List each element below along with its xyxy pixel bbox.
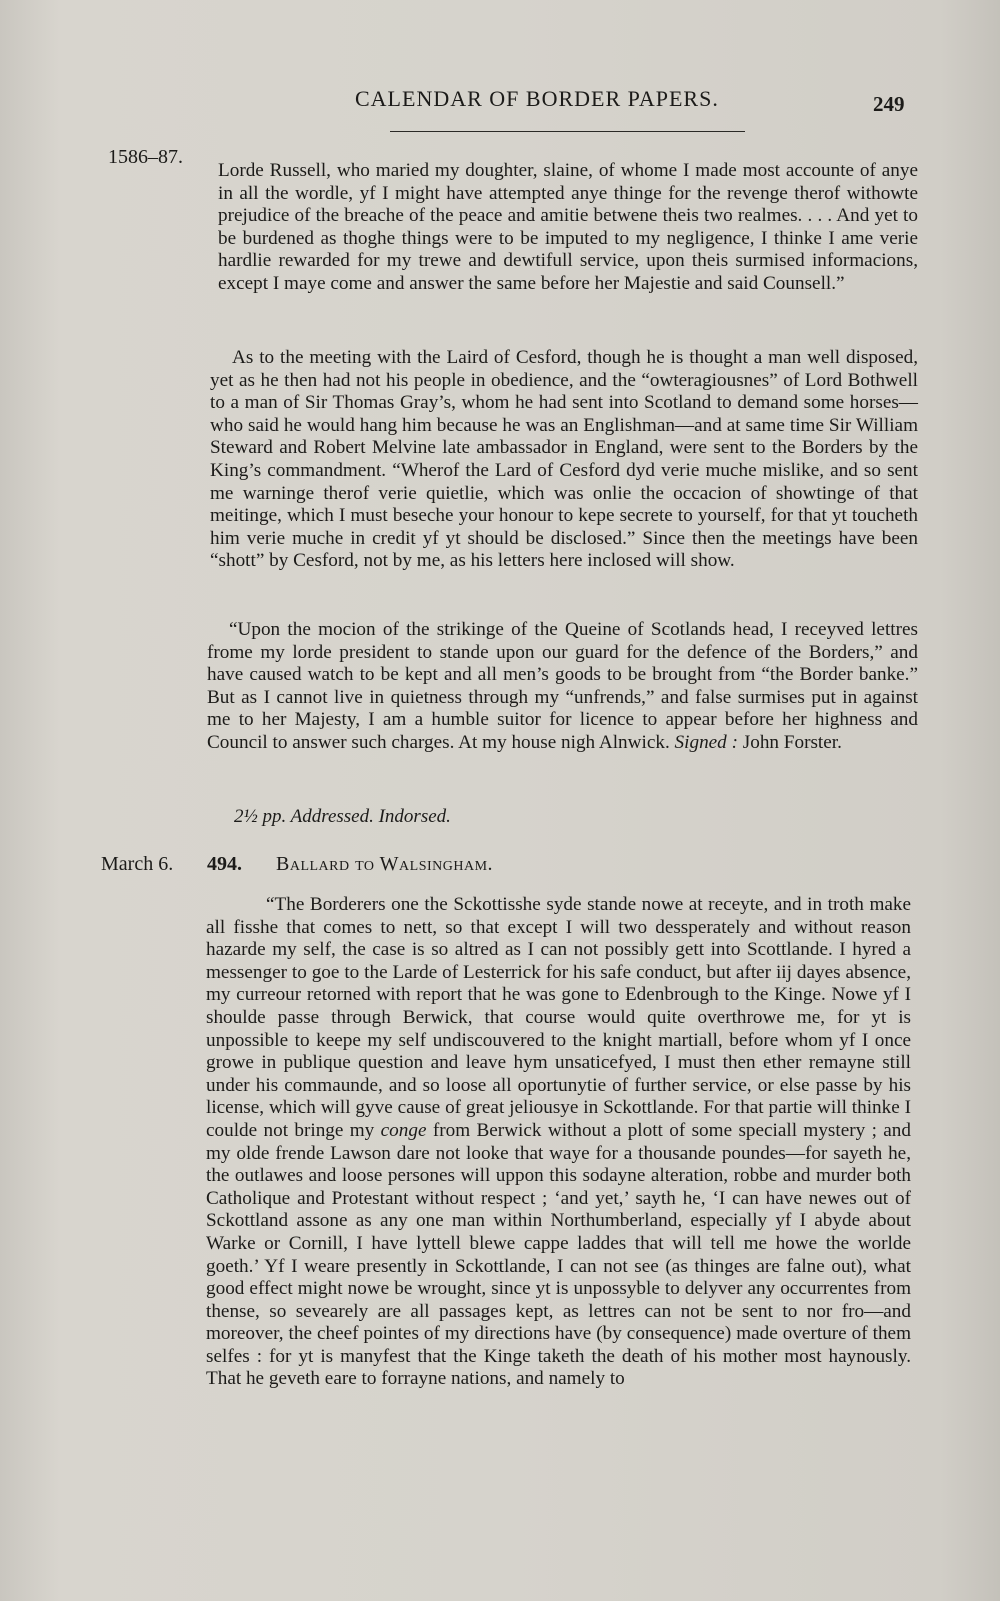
- entry-title: Ballard to Walsingham.: [276, 853, 494, 875]
- letter-paragraph-1: [218, 160, 918, 296]
- header-rule: [390, 131, 745, 132]
- margin-year: 1586–87.: [108, 146, 183, 168]
- paragraph-text: As to the meeting with the Laird of Cesford, though he is thought a man well disposed, yet as he then had not his people in obedience, and the “owteragiousnes” of Lord Bothwell to a man of Sir Thomas Gray’s, whom he had sent into Scotland to demand some horses—who said he would hang him because he was an Englishman—and at same time Sir William Steward and Robert Melvine late ambassador in England, were sent to the Borders by the King’s commandment. “Wherof the Lard of Cesford dyd verie muche mislike, and so sent me warninge therof verie quietlie, which was onlie the occacion of showtinge of that meitinge, which I must beseche your honour to kepe secrete to yourself, for that yt toucheth him verie muche in credit yf yt should be disclosed.” Since then the meetings have been “shott” by Cesford, not by me, as his letters here inclosed will show.: [210, 347, 918, 572]
- paragraph-body-part-1: “The Borderers one the Sckottisshe syde stande nowe at receyte, and in troth make all fisshe that comes to nett, so that except I will two dessperately and without reason hazarde my self, the case is so altred as I can not possibly gett into Scottlande. I hyred a messenger to goe to the Larde of Lesterrick for his safe conduct, but after iij dayes absence, my curreour retorned with report that he was gone to Edenbrough to the Kinge. Nowe yf I shoulde passe through Berwick, that course would quite overthrowe me, for yt is unpossible to keepe my self undiscouvered to the knight martiall, before whom yf I once growe in publique question and leave hym unsaticefyed, I must then ether remayne still under his commaunde, and so loose all oportunytie of further service, or else passe by his license, which will gyve cause of great jeliousye in Sckottlande. For that partie will thinke I coulde not bringe my: [206, 894, 911, 1141]
- paragraph-body: “Upon the mocion of the strikinge of the Queine of Scotlands head, I receyved lettres frome my lorde president to stande upon our guard for the defence of the Borders,” and have caused watch to be kept and all men’s goods to be brought from “the Border banke.” But as I cannot live in quietness through my “unfrends,” and false surmises put in against me to her Majesty, I am a humble suitor for licence to appear before her highness and Council to answer such charges. At my house nigh Alnwick.: [207, 619, 918, 753]
- entry-body: [206, 894, 911, 1391]
- page-number: 249: [873, 92, 905, 116]
- letter-paragraph-2: [210, 347, 918, 573]
- signed-label: Signed :: [674, 731, 738, 753]
- signer-name: John Forster.: [742, 731, 842, 753]
- paragraph-text: [206, 894, 911, 1391]
- entry-number: 494.: [207, 853, 242, 875]
- paragraph-text: [207, 619, 918, 755]
- paragraph-body-part-2: from Berwick without a plott of some speciall mystery ; and my olde frende Lawson dare not looke that waye for a thousande poundes—for sayeth he, the outlawes and loose persones will uppon this sodayne alteration, robbe and murder both Catholique and Protestant without respect ; ‘and yet,’ sayth he, ‘I can have newes out of Sckottland assone as any one man within Northumberland, especially yf I abyde about Warke or Cornill, I have lyttell blewe cappe laddes that will tell me howe the worlde goeth.’ Yf I weare presently in Sckottlande, I can not see (as thinges are falne out), what good effect might nowe be wrought, since yt is unpossyble to delyver any occurrentes from thense, so sevearely are all passages kept, as lettres can not be sent to nor fro—and moreover, the cheef pointes of my directions have (by consequence) made overture of them selfes : for yt is manyfest that the Kinge taketh the death of his mother most haynously. That he geveth eare to forrayne nations, and namely to: [206, 1119, 911, 1390]
- italic-word: conge: [380, 1119, 427, 1141]
- collation-note: 2½ pp. Addressed. Indorsed.: [234, 806, 451, 827]
- entry-date: March 6.: [101, 853, 174, 875]
- paragraph-text: Lorde Russell, who maried my doughter, slaine, of whome I made most accounte of anye in all the wordle, yf I might have attempted anye thinge for the revenge therof withowte prejudice of the breache of the peace and amitie betwene theis two realmes. . . . And yet to be burdened as thoghe things were to be imputed to my negligence, I thinke I ame verie hardlie rewarded for my trewe and dewtifull service, upon theis surmised informacions, except I maye come and answer the same before her Majestie and said Counsell.”: [218, 160, 918, 294]
- running-head: CALENDAR OF BORDER PAPERS.: [355, 86, 719, 111]
- letter-paragraph-3: [207, 619, 918, 755]
